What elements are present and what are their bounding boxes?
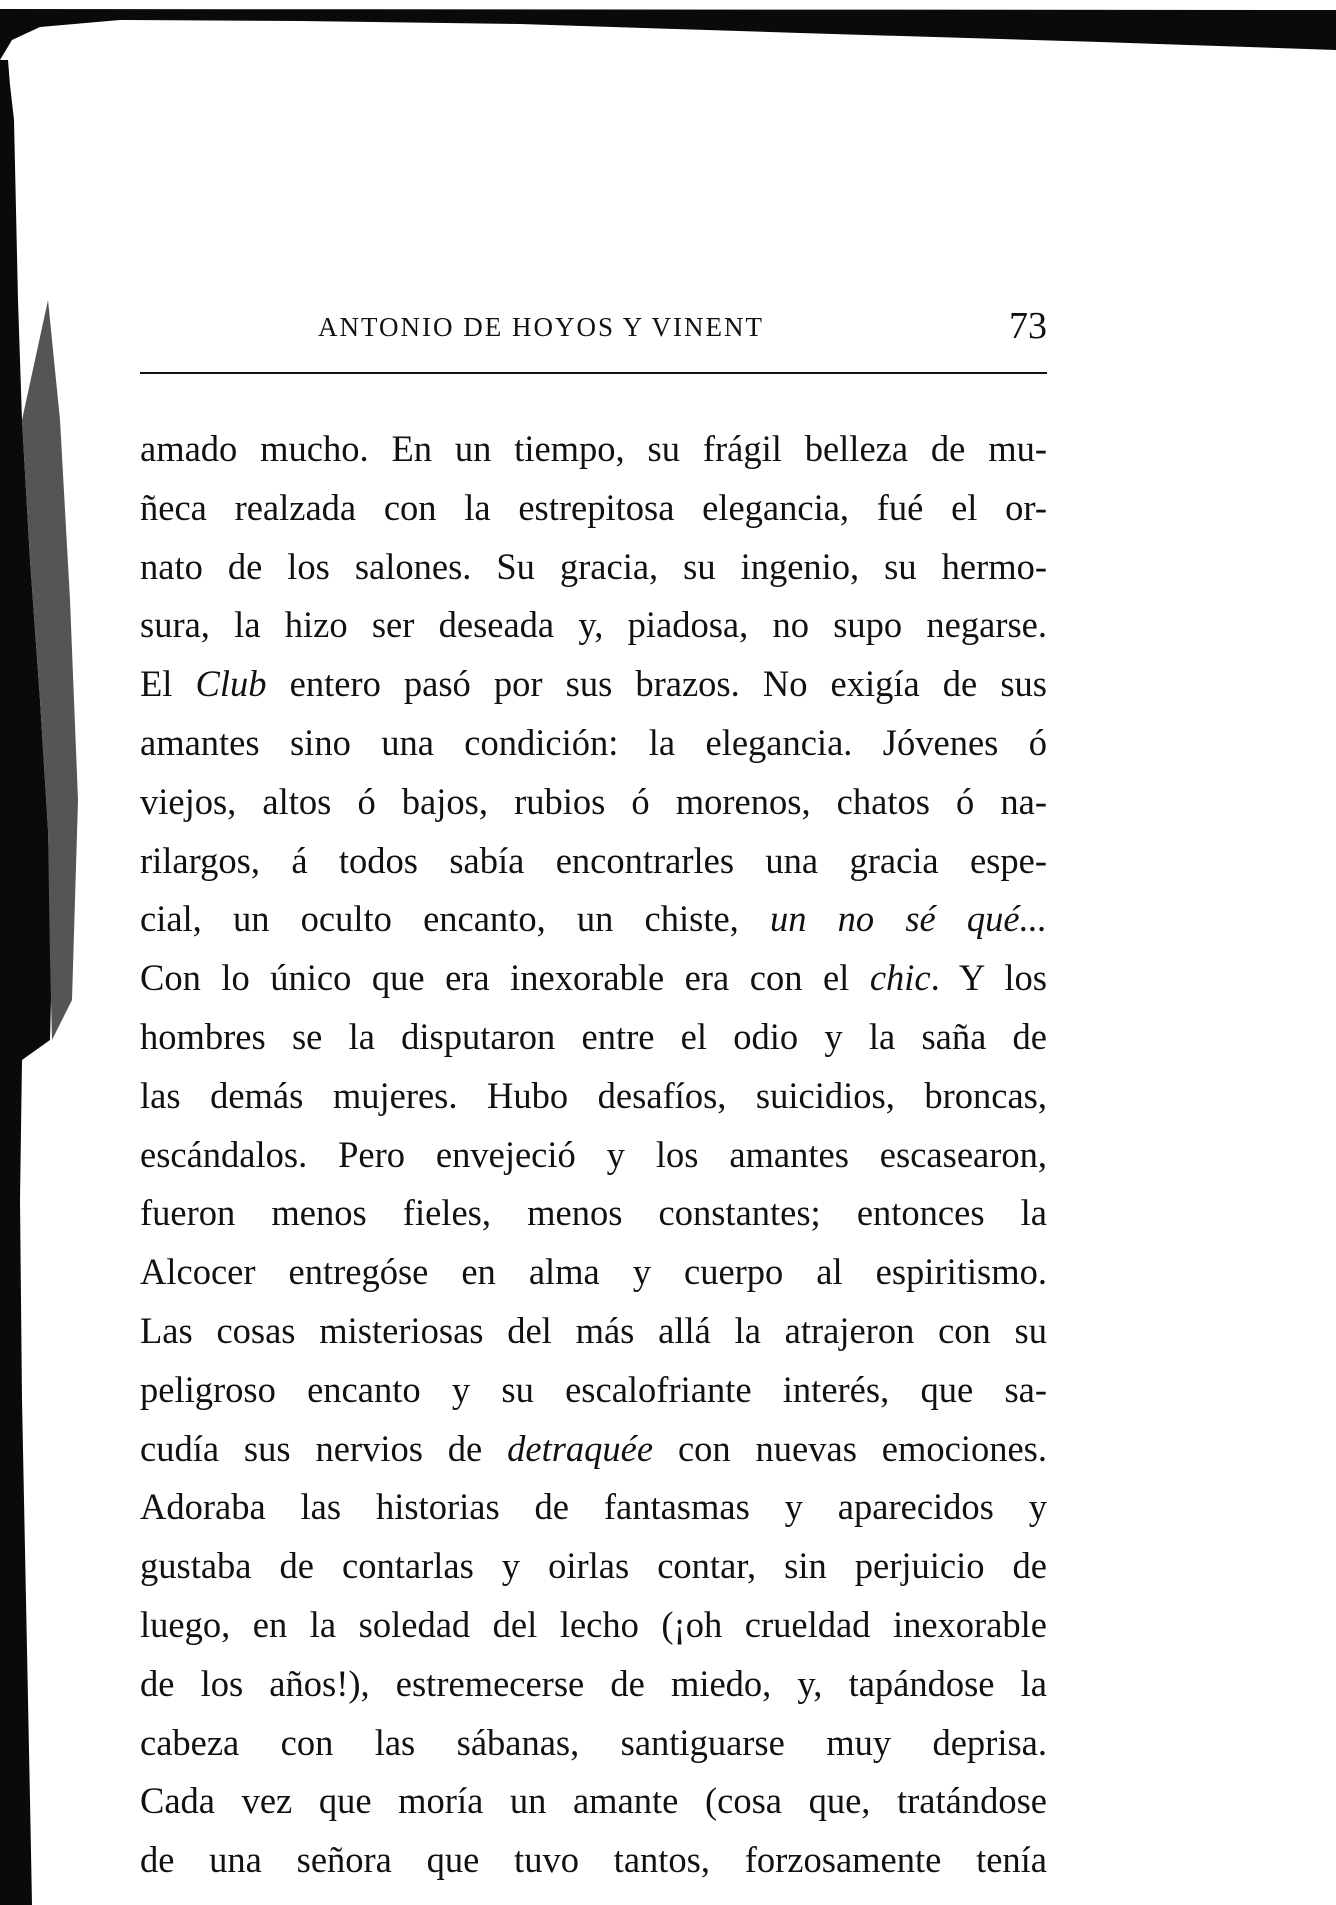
text-span: cabeza con las sábanas, santiguarse muy deprisa. bbox=[140, 1721, 1047, 1763]
text-line bbox=[140, 949, 1047, 1008]
text-span: con nuevas emociones. bbox=[653, 1427, 1047, 1469]
italic-text: un no sé qué... bbox=[769, 898, 1047, 940]
text-span: El bbox=[140, 663, 196, 705]
body-text bbox=[140, 420, 1047, 1890]
text-span: Cada vez que moría un amante (cosa que, tratándose bbox=[140, 1780, 1047, 1822]
text-line bbox=[140, 596, 1047, 655]
text-span: Las cosas misteriosas del más allá la atrajeron con su bbox=[140, 1309, 1047, 1351]
text-line bbox=[140, 1420, 1047, 1479]
text-line bbox=[140, 1184, 1047, 1243]
text-line bbox=[140, 1831, 1047, 1890]
text-line bbox=[140, 1655, 1047, 1714]
text-line bbox=[140, 832, 1047, 891]
italic-text: Club bbox=[195, 663, 267, 705]
text-line bbox=[140, 1596, 1047, 1655]
text-line bbox=[140, 714, 1047, 773]
text-span: sura, la hizo ser deseada y, piadosa, no supo negarse. bbox=[140, 604, 1047, 646]
text-line bbox=[140, 890, 1047, 949]
text-span: Con lo único que era inexorable era con el bbox=[140, 957, 870, 999]
text-span: entero pasó por sus brazos. No exigía de sus bbox=[266, 663, 1048, 705]
text-line bbox=[140, 1772, 1047, 1831]
text-line bbox=[140, 1067, 1047, 1126]
text-span: Adoraba las historias de fantasmas y aparecidos y bbox=[140, 1486, 1047, 1528]
text-line bbox=[140, 420, 1047, 479]
text-line bbox=[140, 1478, 1047, 1537]
text-line bbox=[140, 1361, 1047, 1420]
text-line bbox=[140, 1008, 1047, 1067]
text-span: las demás mujeres. Hubo desafíos, suicidios, broncas, bbox=[140, 1074, 1047, 1116]
text-span: . Y los bbox=[930, 957, 1047, 999]
text-line bbox=[140, 655, 1047, 714]
text-span: de una señora que tuvo tantos, forzosamente tenía bbox=[140, 1839, 1047, 1881]
text-line bbox=[140, 1243, 1047, 1302]
text-span: cudía sus nervios de bbox=[140, 1427, 508, 1469]
top-binding-shadow bbox=[0, 9, 1336, 60]
header-rule bbox=[140, 372, 1047, 374]
text-span: luego, en la soledad del lecho (¡oh crueldad inexorable bbox=[140, 1603, 1047, 1645]
text-span: escándalos. Pero envejeció y los amantes escasearon, bbox=[140, 1133, 1047, 1175]
text-span: ñeca realzada con la estrepitosa elegancia, fué el or- bbox=[140, 486, 1047, 528]
text-span: Alcocer entregóse en alma y cuerpo al espiritismo. bbox=[140, 1251, 1047, 1293]
italic-text: chic bbox=[869, 957, 931, 999]
text-span: cial, un oculto encanto, un chiste, bbox=[140, 898, 770, 940]
text-span: peligroso encanto y su escalofriante interés, que sa- bbox=[140, 1368, 1047, 1410]
text-line bbox=[140, 773, 1047, 832]
text-span: viejos, altos ó bajos, rubios ó morenos, chatos ó na- bbox=[140, 780, 1047, 822]
text-span: amantes sino una condición: la elegancia. Jóvenes ó bbox=[140, 721, 1047, 763]
text-span: amado mucho. En un tiempo, su frágil belleza de mu- bbox=[140, 428, 1047, 469]
text-span: gustaba de contarlas y oirlas contar, sin perjuicio de bbox=[140, 1545, 1047, 1587]
text-span: hombres se la disputaron entre el odio y la saña de bbox=[140, 1015, 1047, 1057]
text-span: de los años!), estremecerse de miedo, y, tapándose la bbox=[140, 1662, 1047, 1704]
running-header bbox=[140, 305, 1047, 352]
text-span: fueron menos fieles, menos constantes; entonces la bbox=[140, 1192, 1047, 1234]
text-span: rilargos, á todos sabía encontrarles una gracia espe- bbox=[140, 839, 1047, 881]
text-line bbox=[140, 1714, 1047, 1773]
text-line bbox=[140, 1302, 1047, 1361]
italic-text: detraquée bbox=[507, 1427, 654, 1469]
page-number: 73 bbox=[1009, 305, 1047, 347]
text-line bbox=[140, 479, 1047, 538]
text-line bbox=[140, 1126, 1047, 1185]
text-line bbox=[140, 538, 1047, 597]
text-span: nato de los salones. Su gracia, su ingenio, su hermo- bbox=[140, 545, 1047, 587]
text-line bbox=[140, 1537, 1047, 1596]
running-title: ANTONIO DE HOYOS Y VINENT bbox=[318, 312, 764, 342]
